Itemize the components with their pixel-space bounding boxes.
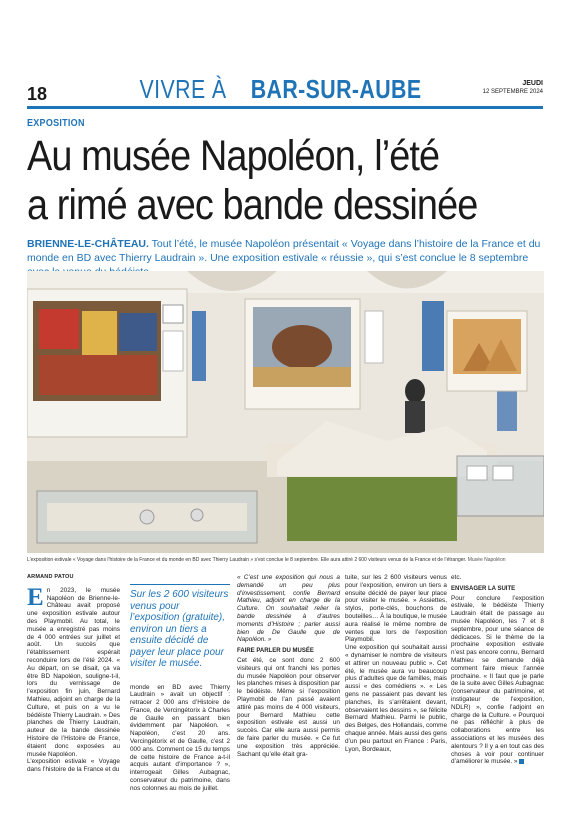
- body-column-3: [237, 574, 340, 758]
- caption-text: L’exposition estivale « Voyage dans l’histoire de la France et du monde en BD avec Thierry Laudrain » s’est conclue le 8 septembre. Elle aura attiré 2 600 visiteurs venus de la France et de l’étranger.: [27, 557, 467, 563]
- headline-line-1: Au musée Napoléon, l’été: [27, 132, 440, 180]
- column-3-quote: « C’est une exposition qui nous a demandé un peu plus d’investissement, confie Bernard Mathieu, adjoint en charge de la Culture. On souhaitait relier la bande dessinée à d’autres moments d’Histoire ; parler aussi bien de De Gaulle que de Napoléon. »: [237, 574, 340, 644]
- lead-text: Tout l’été, le musée Napoléon présentait « Voyage dans l’histoire de la France et du monde en BD avec Thierry Laudrain ». Une exposition estivale « réussie », qui s’est conclue le 8 septembre: [27, 238, 541, 264]
- body-column-5: [451, 574, 544, 766]
- column-3-text: Cet été, ce sont donc 2 600 visiteurs qui ont franchi les portes du musée Napoléon pour observer les planches mises à disposition par le bédéiste. Même si l’exposition Playmobil de l’an passé avaient attiré pas moins de 4 000 visiteurs, pour Bernard Mathieu cette exposition estivale est aussi un succès. Car elle aura aussi permis de faire parler du musée. « Ce fut une exposition très appréciée. Sachant qu’elle était gra-: [237, 656, 340, 758]
- exhibition-room-illustration: [27, 271, 544, 553]
- lead-dateline: BRIENNE-LE-CHÂTEAU.: [27, 238, 149, 250]
- article-headline: [27, 132, 485, 230]
- section-title-light: VIVRE À: [139, 74, 227, 104]
- subheading-envisager: ENVISAGER LA SUITE: [451, 585, 516, 592]
- date-block: [483, 80, 543, 96]
- column-5-body: Pour conclure l’exposition estivale, le bédéiste Thierry Laudrain était de passage au musée Napoléon, les 7 et 8 septembre, pour une séance de dédicaces. Si le thème de la prochaine exposition estivale n’est pas encore connu, Bernard Mathieu se demande déjà comment faire mieux l’année prochaine. « Il faut que je parle de la suite avec Gilles Aubagnac (conservateur du patrimoine, et instigateur de l’exposition, NDLR) », confie l’adjoint en charge de la Culture. « Pourquoi ne pas réfléchir à plus de collaborations entre les associations et les musées des alentours ? Il y a en tout cas des choses à voir pour continuer d’améliorer le musée. »: [451, 594, 544, 766]
- column-2-text: monde en BD avec Thierry Laudrain » avait un objectif : retracer 2 000 ans d’Histoire de France, de Vercingétorix à Charles de Gaulle en passant bien évidemment par Napoléon. « Napoléon, c’est 20 ans. Vercingétorix et de Gaulle, c’est 2 000 ans. Comment ce 15 du temps de cette histoire de France a-t-il acquis autant d’importance ? », interrogeait Gilles Aubagnac, conservateur du patrimoine, dans nos colonnes au mois de juillet.: [130, 683, 230, 792]
- section-title-town: BAR-SUR-AUBE: [250, 74, 422, 104]
- page-number: 18: [27, 84, 48, 104]
- body-column-1: [27, 574, 120, 774]
- column-4-text: tuite, sur les 2 600 visiteurs venus pour l’exposition, environ un tiers a ensuite décidé de payer leur place pour visiter le musée. » Assiettes, stylos, porte-clés, bouchons de bouteilles… À la boutique, le musée aura réalisé le même nombre de ventes que lors de l’exposition Playmobil. Une exposition qui souhaitait aussi « dynamiser le nombre de visiteurs et attirer un nouveau public ». Cet été, le musée aura vu beaucoup plus d’adultes que de familles, mais aussi « des comédiens ». « Les gens ne passaient pas devant les planches, ils s’arrêtaient devant, observaient les dessins », se félicite Bernard Mathieu. Parmi le public, des Belges, des Hollandais, comme chaque année. Mais aussi des gens d’un peu partout en France : Paris, Lyon, Bordeaux,: [345, 574, 447, 753]
- column-5-intro: etc.: [451, 574, 462, 581]
- article-body: [27, 574, 544, 810]
- body-column-2: [130, 574, 230, 793]
- exhibition-photo: [27, 271, 544, 553]
- pull-quote: Sur les 2 600 visiteurs venus pour l’exposition (gratuite), environ un tiers a ensuite décidé de payer leur place pour visiter le musée.: [130, 584, 230, 670]
- photo-caption: [27, 557, 544, 563]
- article-kicker: EXPOSITION: [27, 118, 85, 129]
- column-5-text: [451, 595, 544, 767]
- header-rule: [27, 106, 543, 109]
- caption-credit: Musée Napoléon: [466, 557, 506, 563]
- section-title: [27, 74, 543, 105]
- page-header: [27, 68, 543, 108]
- body-column-4: [345, 574, 447, 753]
- column-1-text: n 2023, le musée Napoléon de Brienne-le-Château avait proposé une exposition estivale autour des Playmobil. Au total, le musée a enregistré pas moins de 4 000 entrées sur juillet et août. Un succès que l’établissement espérait reconduire lors de l’été 2024. « Au départ, on se disait, ça va être BD Napoléon, souligne-t-il, lors du vernissage de l’exposition fin juin, Bernard Mathieu, adjoint en charge de la Culture, et puis on a vu le bédéiste Thierry Laudrain. » Des planches de Thierry Laudrain, auteur de la bande dessinée Histoire de l’Histoire de France, étaient donc exposées au musée Napoléon. L’exposition estivale « Voyage dans l’histoire de la France et du: [27, 586, 120, 774]
- weekday: JEUDI: [522, 80, 543, 87]
- issue-date: 12 SEPTEMBRE 2024: [482, 89, 543, 95]
- headline-line-2: a rimé avec bande dessinée: [27, 181, 478, 229]
- subheading-faire-parler: FAIRE PARLER DU MUSÉE: [237, 648, 314, 655]
- drop-cap: E: [27, 583, 44, 611]
- byline: ARMAND PATOU: [27, 574, 74, 580]
- end-of-article-mark: [519, 759, 524, 764]
